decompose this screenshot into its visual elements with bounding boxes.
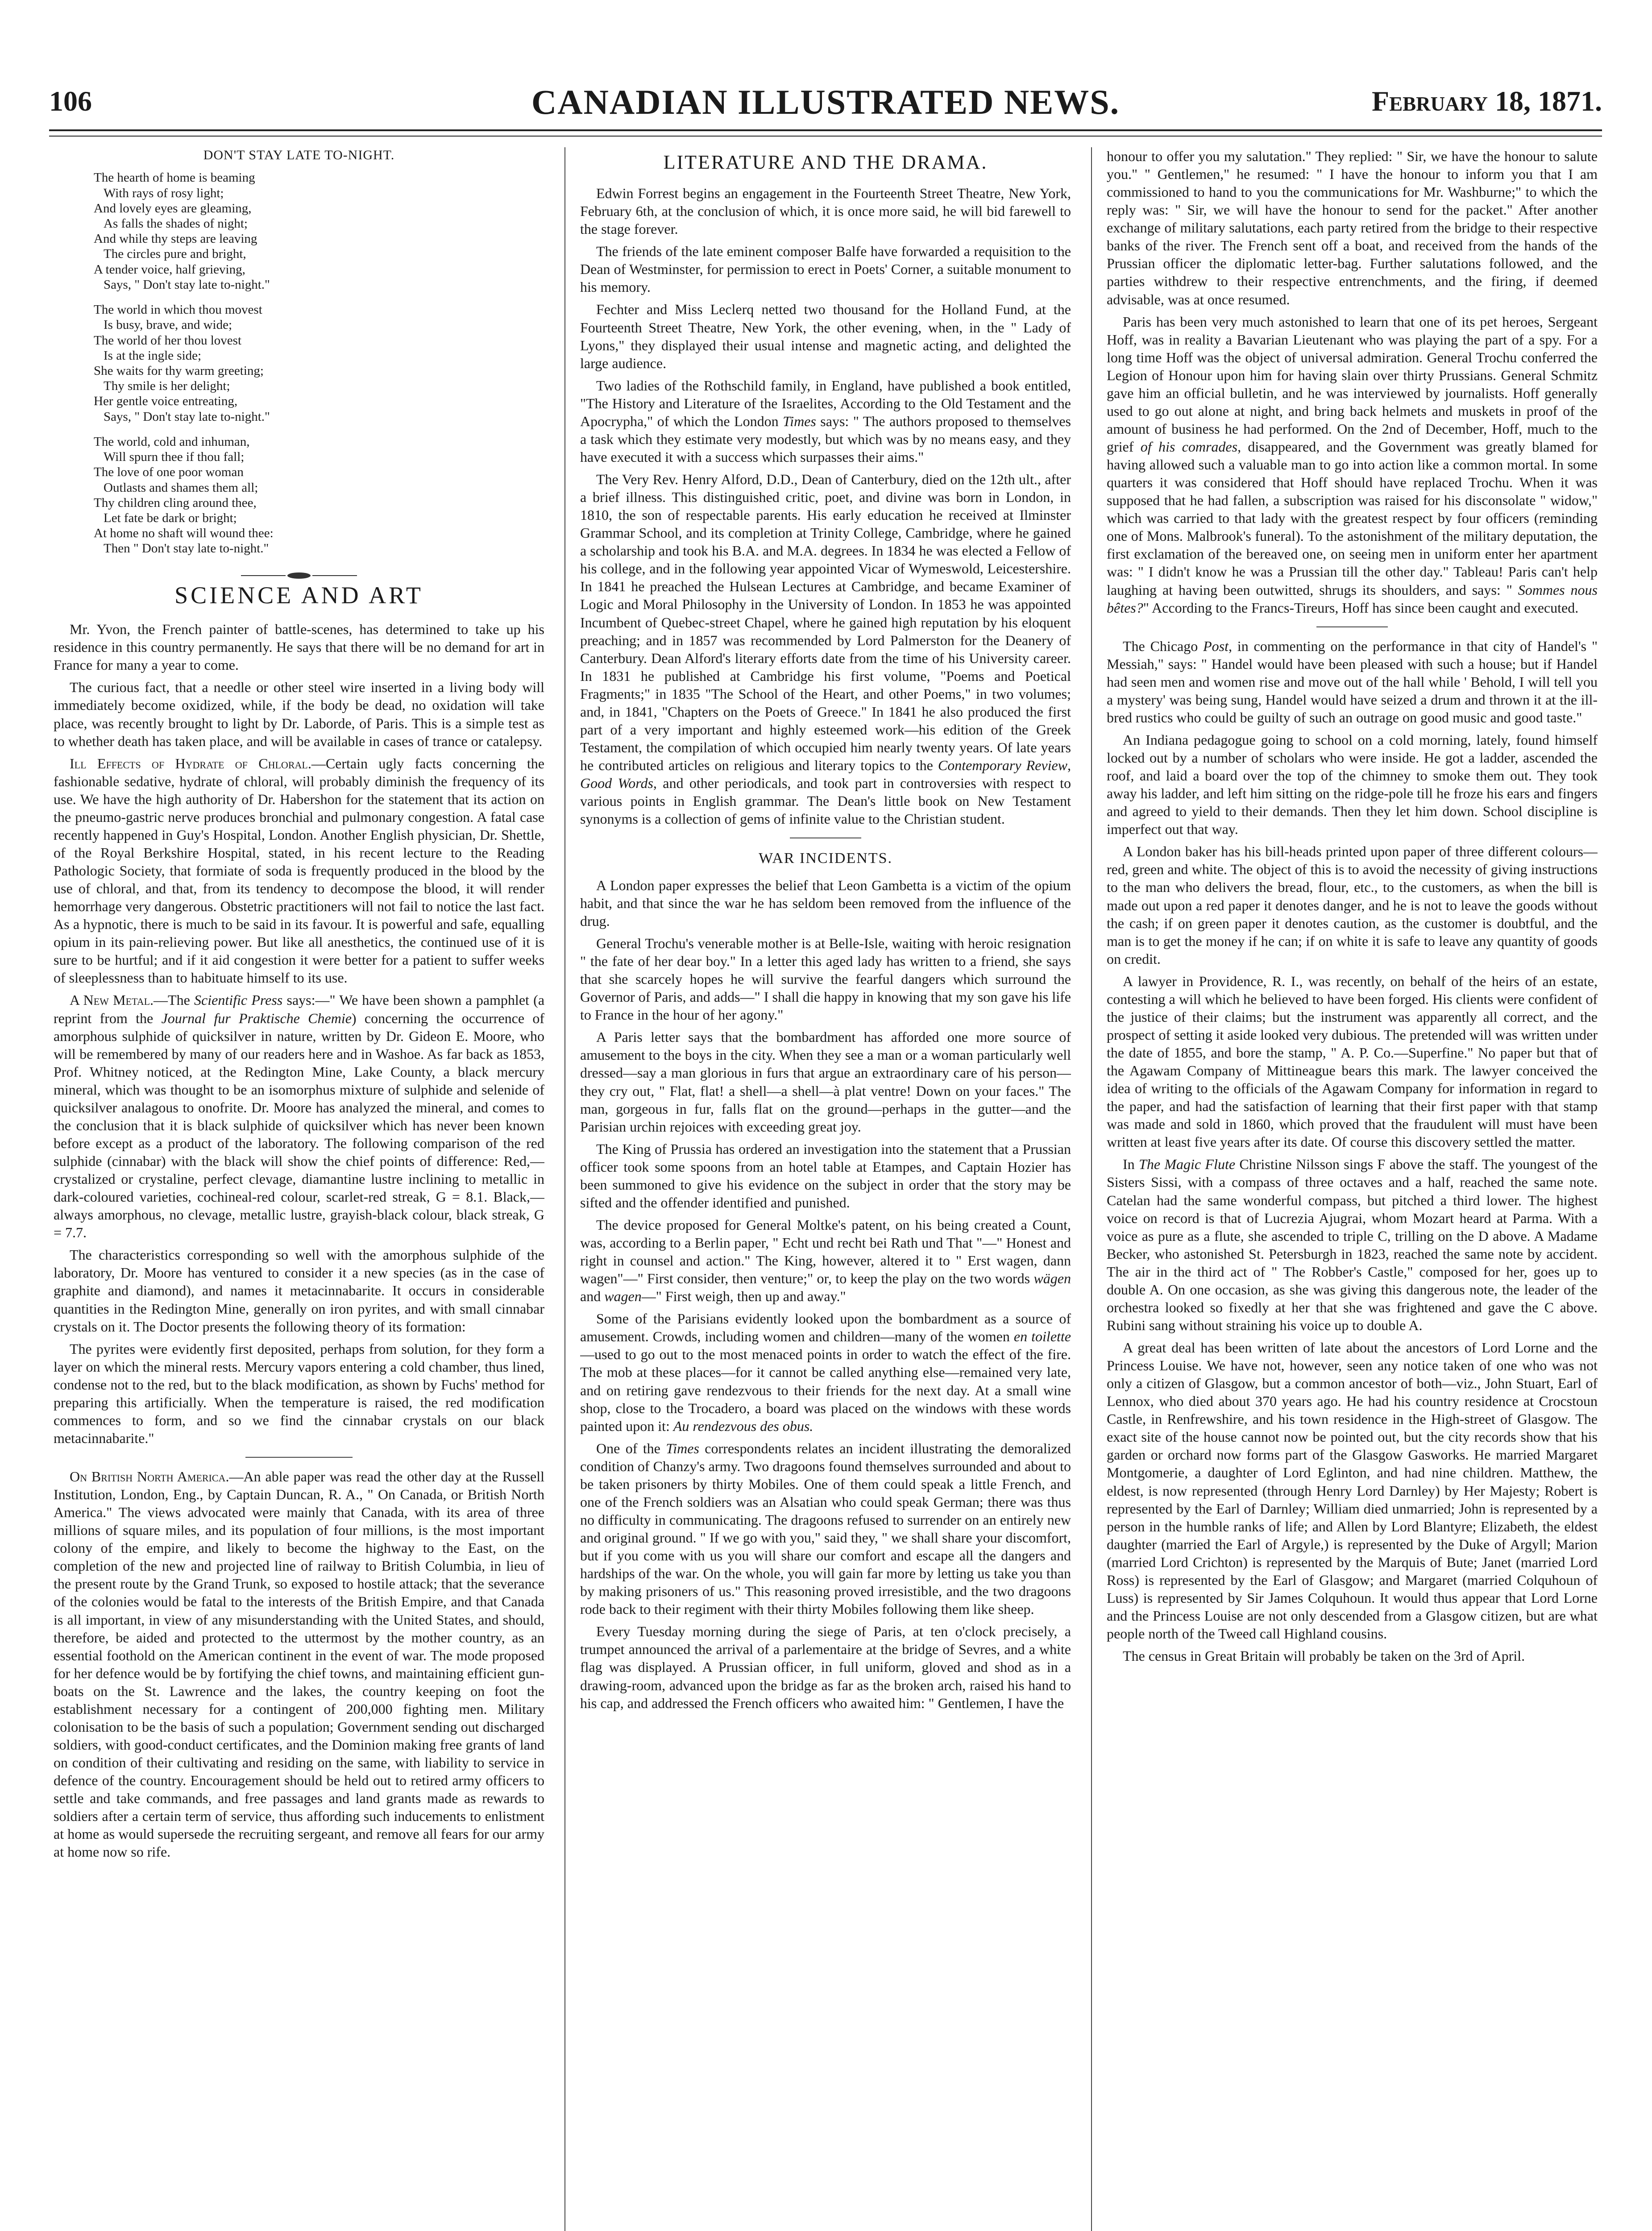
paragraph: Ill Effects of Hydrate of Chloral.—Certain ugly facts concerning the fashionable sedative, hydrate of chloral, will probably diminish the frequency of its use. We have the high authority of Dr. Habershon for the statement that its action on the pneumo-gastric nerve produces bronchial and pulmonary congestion. A fatal case recently happened in Guy's Hospital, London. Another English physician, Dr. Shettle, of the Royal Berkshire Hospital, stated, in his recent lecture to the Reading Pathologic Society, that formiate of soda is frequently produced in the blood by the use of chloral, and that, from its tendency to decompose the blood, it will render hemorrhage very dangerous. Obstetric practitioners will not fail to notice the last fact. As a hypnotic, there is much to be said in its favour. It is powerful and safe, equalling opium in its pain-relieving power. But like all anesthetics, the continued use of it is sure to be hurtful; and if it aid congestion it were better for a patient to suffer weeks of sleeplessness than to habituate himself to its use. — [54, 755, 544, 986]
paragraph: The device proposed for General Moltke's patent, on his being created a Count, was, according to a Berlin paper, " Echt und recht bei Rath und That "—" Honest and right in counsel and action." The King, however, altered it to " Erst wagen, dann wagen"—" First consider, then venture;" or, to keep the play on the two words wägen and wagen—" First weigh, then up and away." — [580, 1216, 1071, 1305]
poem-line: At home no shaft will wound thee: — [94, 526, 274, 541]
paragraph: Fechter and Miss Leclerq netted two thousand for the Holland Fund, at the Fourteenth Street Theatre, New York, the other evening, when, in the " Lady of Lyons," they displayed their usual intense and magnetic acting, and delighted the large audience. — [580, 301, 1071, 371]
poem-line: The circles pure and bright, — [104, 247, 246, 261]
paragraph-lead: A New Metal. — [70, 992, 154, 1008]
issue-date: February 18, 1871. — [1371, 85, 1602, 117]
poem-line: Is busy, brave, and wide; — [104, 318, 232, 332]
poem-line: Outlasts and shames them all; — [104, 480, 258, 495]
paragraph: A New Metal.—The Scientific Press says:—" We have been shown a pamphlet (a reprint from the Journal fur Praktische Chemie) concerning the occurrence of amorphous sulphide of quicksilver in nature, written by Dr. Gideon E. Moore, who will be remembered by many of our readers here and in Washoe. As far back as 1853, Prof. Whitney noticed, at the Redington Mine, Lake County, a black mercury mineral, which was thought to be an isomorphus mixture of sulphide and selenide of quicksilver analagous to onofrite. Dr. Moore has analyzed the mineral, and comes to the conclusion that it is black sulphide of quicksilver which has never been known before except as a product of the laboratory. The following comparison of the red sulphide (cinnabar) with the black will show the chief points of difference: Red,—crystalized or crystaline, perfect clevage, diamantine lustre inclining to metallic in dark-coloured varieties, cochineal-red colour, scarlet-red streak, G = 8.1. Black,—always amorphous, no clevage, metallic lustre, grayish-black colour, black streak, G = 7.7. — [54, 992, 544, 1241]
poem-line: Thy children cling around thee, — [94, 495, 257, 510]
paragraph: Two ladies of the Rothschild family, in England, have published a book entitled, "The History and Literature of the Israelites, According to the Old Testament and the Apocrypha," of which the London Times says: " The authors proposed to themselves a task which they estimate very modestly, but which was by no means easy, and they have executed it with a success which surpasses their aims." — [580, 377, 1071, 465]
poem-line: She waits for thy warm greeting; — [94, 364, 264, 378]
paragraph: Mr. Yvon, the French painter of battle-scenes, has determined to take up his residence in this country permanently. He says that there will be no demand for art in France for many a year to come. — [54, 621, 544, 673]
page-number: 106 — [49, 85, 92, 117]
paragraph: The friends of the late eminent composer Balfe have forwarded a requisition to the Dean of Westminster, for permission to erect in Poets' Corner, a suitable monument to his memory. — [580, 243, 1071, 295]
poem-title: DON'T STAY LATE TO-NIGHT. — [203, 148, 395, 162]
paragraph-lead: Ill Effects of Hydrate of Chloral. — [70, 755, 311, 771]
poem-line: Says, " Don't stay late to-night." — [104, 409, 270, 424]
paragraph: The curious fact, that a needle or other steel wire inserted in a living body will immediately become oxidized, while, if the body be dead, no oxidation will take place, was recently brought to light by Dr. Laborde, of Paris. This is a simple test as to whether death has taken place, and will be available in cases of trance or catalepsy. — [54, 679, 544, 749]
column-2 — [580, 147, 1071, 2231]
masthead-rule — [49, 129, 1602, 137]
newspaper-title: CANADIAN ILLUSTRATED NEWS. — [531, 83, 1120, 121]
article-separator — [1316, 626, 1388, 627]
column-1 — [54, 147, 544, 2231]
ornament-divider — [54, 566, 544, 575]
section-heading: LITERATURE AND THE DRAMA. — [663, 151, 988, 173]
poem-line: And lovely eyes are gleaming, — [94, 201, 252, 216]
poem-line: A tender voice, half grieving, — [94, 262, 245, 277]
poem-line: The hearth of home is beaming — [94, 170, 255, 185]
article-separator — [245, 1457, 353, 1458]
column-3 — [1107, 147, 1598, 2231]
poem-line: The world in which thou movest — [94, 303, 262, 317]
poem-line: Says, " Don't stay late to-night." — [104, 277, 270, 292]
paragraph: A London baker has his bill-heads printed upon paper of three different colours—red, green and white. The object of this is to avoid the necessity of giving instructions to the man who delivers the bread, flour, etc., to the customers, as when the bill is made out upon a red paper it denotes danger, and he is not to leave the goods without the cash; if on green paper it denotes caution, as the customer is doubtful, and the man is to get the money if he can; if on white it is safe to leave any quantity of goods on credit. — [1107, 843, 1598, 967]
paragraph: The census in Great Britain will probably be taken on the 3rd of April. — [1123, 1648, 1525, 1664]
paragraph: Some of the Parisians evidently looked upon the bombardment as a source of amusement. Crowds, including women and children—many of the women en toilette—used to go out to the most menaced points in order to watch the effect of the fire. The mob at these places—for it cannot be called anything else—remained very late, and on retiring gave rendezvous to their friends for the next day. At a small wine shop, close to the Trocadero, a board was placed on the windows with these words painted upon it: Au rendezvous des obus. — [580, 1310, 1071, 1434]
paragraph: General Trochu's venerable mother is at Belle-Isle, waiting with heroic resignation " the fate of her dear boy." In a letter this aged lady has written to a friend, she says that she scarcely hopes he will survive the fearful dangers which surround the Governor of Paris, and adds—" I shall die happy in knowing that my son gave his life to France in the hour of her agony." — [580, 935, 1071, 1023]
poem-line: Thy smile is her delight; — [104, 379, 230, 394]
poem-stanza — [94, 434, 544, 556]
poem-line: Will spurn thee if thou fall; — [104, 450, 245, 464]
paragraph: A great deal has been written of late about the ancestors of Lord Lorne and the Princess Louise. We have not, however, seen any notice taken of one who was not only a citizen of Glasgow, but a common ancestor of both—viz., John Stuart, Earl of Lennox, who died about 370 years ago. He had his country residence at Crocstoun Castle, in Renfrewshire, and his town residence in the High-street of Glasgow. The exact site of the house cannot now be pointed out, but the city records show that his garden or orchard now forms part of the Glasgow Gasworks. He married Margaret Montgomerie, a daughter of Lord Eglinton, and had nine children. Matthew, the eldest, is now represented (through Henry Lord Darnley) by Her Majesty; Robert is represented by the Earl of Darnley; William died unmarried; John is represented by a person in the humble ranks of life; and Allen by Lord Blantyre; Elizabeth, the eldest daughter (married the Earl of Argyle,) is represented by the Duke of Argyll; Marion (married Lord Crichton) is represented by the Marquis of Bute; Janet (married Lord Ross) is represented by the Earl of Glasgow; and Margaret (married Colquhoun of Luss) is represented by Sir James Colquhoun. It would thus appear that Lord Lorne and the Princess Louise are not only descended from a Glasgow citizen, but are what people north of the Tweed call Highland cousins. — [1107, 1339, 1598, 1642]
poem-line: The love of one poor woman — [94, 465, 244, 480]
paragraph: A lawyer in Providence, R. I., was recently, on behalf of the heirs of an estate, contesting a will which he believed to have been forged. His clients were confident of the justice of their claims; but the instrument was apparently all correct, and the prospect of setting it aside looked very dubious. The pretended will was written under the date of 1855, and bore the stamp, " A. P. Co.—Superfine." No paper but that of the Agawam Company of Mittineague bears this mark. The lawyer conceived the idea of writing to the officials of the Agawam Company for information in regard to the paper, and had the satisfaction of learning that their first paper with that stamp was made and sold in 1860, which proved that the fraudulent will must have been written at least five years after its date. Of course this discovery settled the matter. — [1107, 973, 1598, 1150]
poem-line: With rays of rosy light; — [104, 186, 224, 200]
poem-line: The world, cold and inhuman, — [94, 434, 250, 449]
paragraph: Paris has been very much astonished to learn that one of its pet heroes, Sergeant Hoff, was in reality a Bavarian Lieutenant who was playing the part of a spy. For a long time Hoff was the object of universal admiration. General Trochu conferred the Legion of Honour upon him for having slain over thirty Prussians. General Schmitz gave him an official bulletin, and he was interviewed by journalists. Hoff generally used to go out alone at night, and bring back helmets and muskets in proof of the amount of business he had performed. On the 2nd of December, Hoff, much to the grief of his comrades, disappeared, and the Government was greatly blamed for having allowed such a valuable man to go into action like a common mortal. In some quarters it was considered that Hoff should have replaced Trochu. When it was supposed that he had fallen, a subscription was raised for his disconsolate " widow," which was carried to that lady with the greatest respect by four officers (reminding one of Mons. Malbrook's funeral). To the astonishment of the military deputation, the first exclamation of the bereaved one, on seeing men in uniform enter her apartment was: " I didn't know he was a Prussian till the other day." Tableau! Paris can't help laughing at having been outwitted, shrugs its shoulders, and says: " Sommes nous bêtes?" According to the Francs-Tireurs, Hoff has since been caught and executed. — [1107, 313, 1598, 616]
poem-line: Then " Don't stay late to-night." — [104, 541, 269, 556]
paragraph: Every Tuesday morning during the siege of Paris, at ten o'clock precisely, a trumpet announced the arrival of a parlementaire at the bridge of Sevres, and a white flag was displayed. A Prussian officer, in full uniform, gloved and shod as in a drawing-room, advanced upon the bridge as far as the broken arch, raised his hand to his cap, and addressed the French officers who awaited him: " Gentlemen, I have the — [580, 1623, 1071, 1711]
paragraph: A Paris letter says that the bombardment has afforded one more source of amusement to the boys in the city. When they see a man or a woman particularly well dressed—say a man glorious in furs that argue an extraordinary care of his person—they cry out, " Flat, flat! a shell—a shell—à plat ventre! Down on your faces." The man, gorgeous in fur, falls flat on the ground—perhaps in the gutter—and the Parisian urchin rejoices with exceeding great joy. — [580, 1029, 1071, 1135]
poem-stanza — [94, 170, 544, 292]
poem-stanza — [94, 302, 544, 424]
column-divider — [1091, 147, 1092, 2231]
paragraph: A London paper expresses the belief that Leon Gambetta is a victim of the opium habit, and that since the war he has seldom been removed from the influence of the drug. — [580, 877, 1071, 929]
section-heading: WAR INCIDENTS. — [759, 850, 892, 867]
paragraph: Edwin Forrest begins an engagement in the Fourteenth Street Theatre, New York, February 6th, at the conclusion of which, it is once more said, he will bid farewell to the stage forever. — [580, 185, 1071, 237]
paragraph: The Chicago Post, in commenting on the performance in that city of Handel's " Messiah," says: " Handel would have been pleased with such a house; but if Handel had seen men and women rise and move out of the hall while ' Behold, I will tell you a mystery' was being sung, Handel would have seized a drum and thrown it at the ill-bred rustics who could be guilty of such an outrage on good music and good taste." — [1107, 638, 1598, 726]
paragraph-lead: On British North America. — [70, 1468, 229, 1485]
section-heading: SCIENCE AND ART — [174, 581, 423, 609]
paragraph: On British North America.—An able paper was read the other day at the Russell Institution, London, Eng., by Captain Duncan, R. A., " On Canada, or British North America." The views advocated were mainly that Canada, with its area of three millions of square miles, and its population of four millions, is the most important colony of the empire, and likely to become the highway to the East, on the completion of the new and projected line of railway to British Columbia, in lieu of the present route by the Grand Trunk, so exposed to hostile attack; that the severance of the colonies would be fatal to the interests of the British Empire, and that Canada is all important, in view of any misunderstanding with the United States, and should, therefore, be aided and protected to the uttermost by the mother country, as an essential foothold on the American continent in the event of war. The mode proposed for her defence would be by fortifying the chief towns, and maintaining efficient gun-boats on the St. Lawrence and the lakes, the country keeping on foot the establishment necessary for a contingent of 200,000 fighting men. Military colonisation to be the basis of such a population; Government sending out discharged soldiers, with good-conduct certificates, and the Dominion making free grants of land on condition of their cultivating and residing on the same, with liability to service in defence of the country. Encouragement should be held out to retired army officers to settle and take commands, and free passages and land grants made as rewards to soldiers after a certain term of service, thus affording such inducements to enlistment at home as would supersede the recruiting sergeant, and remove all fears for our army at home now so rife. — [54, 1468, 544, 1860]
poem-line: Is at the ingle side; — [104, 348, 202, 363]
paragraph: The Very Rev. Henry Alford, D.D., Dean of Canterbury, died on the 12th ult., after a brief illness. This distinguished critic, poet, and divine was born in London, in 1810, the son of respectable parents. His early education he received at Ilminster Grammar School, and its completion at Trinity College, Cambridge, where he gained a scholarship and took his B.A. and M.A. degrees. In 1834 he was elected a Fellow of his college, and in the following year appointed Vicar of Wymeswold, Leicestershire. In 1841 he preached the Hulsean Lectures at Cambridge, and became Examiner of Logic and Moral Philosophy in the University of London. In 1853 he was appointed Incumbent of Quebec-street Chapel, where he gained high reputation by his eloquent preaching; and in 1857 was recommended by Lord Palmerston for the Deanery of Canterbury. Dean Alford's literary efforts date from the time of his University career. In 1831 he published at Cambridge his first volume, "Poems and Poetical Fragments;" in 1835 "The School of the Heart, and other Poems," in two volumes; and, in 1841, "Chapters on the Poets of Greece." In 1841 he also produced the first part of a very important and highly esteemed work—his edition of the Greek Testament, the compilation of which occupied him nearly twenty years. Of late years he contributed articles on religious and literary topics to the Contemporary Review, Good Words, and other periodicals, and took part in controversies with respect to various points in English grammar. The Dean's little book on New Testament synonyms is a collection of gems of infinite value to the Christian student. — [580, 471, 1071, 827]
paragraph: The characteristics corresponding so well with the amorphous sulphide of the laboratory, Dr. Moore has ventured to consider it a new species (as in the case of graphite and diamond), and names it metacinnabarite. It occurs in considerable quantities in the Redington Mine, generally on iron pyrites, and with small cinnabar crystals on it. The Doctor presents the following theory of its formation: — [54, 1247, 544, 1335]
poem-line: Let fate be dark or bright; — [104, 510, 237, 525]
poem-line: And while thy steps are leaving — [94, 232, 257, 246]
paragraph: honour to offer you my salutation." They replied: " Sir, we have the honour to salute you." " Gentlemen," he resumed: " I have the honour to inform you that I am commissioned to hand to you the communications for Mr. Washburne;" to which the reply was: " Sir, we will have the honour to send for the packet." After another exchange of military salutations, each party retired from the bridge to their respective banks of the river. The French sent off a boat, and received from the hands of the Prussian officer the diplomatic letter-bag. Further salutations followed, and the parties withdrew to their respective entrenchments, and the firing, if deemed advisable, was at once resumed. — [1107, 148, 1598, 307]
paragraph: One of the Times correspondents relates an incident illustrating the demoralized condition of Chanzy's army. Two dragoons found themselves surrounded and about to be taken prisoners by thirty Mobiles. One of them could speak a little French, and one of the French soldiers was an Alsatian who could speak German; there was thus no difficulty in communicating. The dragoons refused to surrender on an entirely new and original ground. " If we go with you," said they, " we shall share your discomfort, but if you come with us you will share our comfort and escape all the dangers and hardships of the war. On the whole, you will gain far more by letting us take you than by making prisoners of us." This reasoning proved irresistible, and the two dragoons rode back to their regiment with their thirty Mobiles following them like sheep. — [580, 1440, 1071, 1617]
poem — [54, 147, 544, 556]
paragraph: In The Magic Flute Christine Nilsson sings F above the staff. The youngest of the Sisters Sissi, with a compass of three octaves and a half, reached the same note. Catelan had the same wonderful compass, but pitched a third lower. The highest voice on record is that of Lucrezia Ajugrai, whom Mozart heard at Parma. With a voice as pure as a flute, she ascended to triple C, trilling on the D above. A Madame Becker, who astonished St. Petersburgh in 1823, reached the same note by accident. The air in the third act of " The Robber's Castle," composed for her, goes up to double A. On one occasion, as she was giving this dangerous note, the leader of the orchestra looked so fixedly at her that she was frightened and gave the C above. Rubini sang without straining his voice up to double A. — [1107, 1156, 1598, 1333]
paragraph: The pyrites were evidently first deposited, perhaps from solution, for they form a layer on which the mineral rests. Mercury vapors entering a cold chamber, thus lined, condense not to the red, but to the black modification, as shown by Fuchs' method for preparing this artificially. When the temperature is raised, the red modification commences to form, and so we find the cinnabar crystals on our black metacinnabarite." — [54, 1340, 544, 1446]
poem-line: Her gentle voice entreating, — [94, 394, 238, 409]
paragraph: The King of Prussia has ordered an investigation into the statement that a Prussian officer took some spoons from an hotel table at Etampes, and Captain Hozier has been summoned to give his evidence on the subject in order that the story may be sifted and the offender identified and punished. — [580, 1140, 1071, 1211]
poem-line: As falls the shades of night; — [104, 216, 248, 231]
poem-line: The world of her thou lovest — [94, 333, 242, 348]
paragraph: An Indiana pedagogue going to school on a cold morning, lately, found himself locked out by a number of scholars who were inside. He got a ladder, ascended the roof, and laid a board over the top of the chimney to smoke them out. They took away his ladder, and left him sitting on the ridge-pole till he froze his ears and fingers and agreed to yield to their demands. Then they let him down. School discipline is imperfect out that way. — [1107, 731, 1598, 838]
masthead — [49, 76, 1602, 120]
